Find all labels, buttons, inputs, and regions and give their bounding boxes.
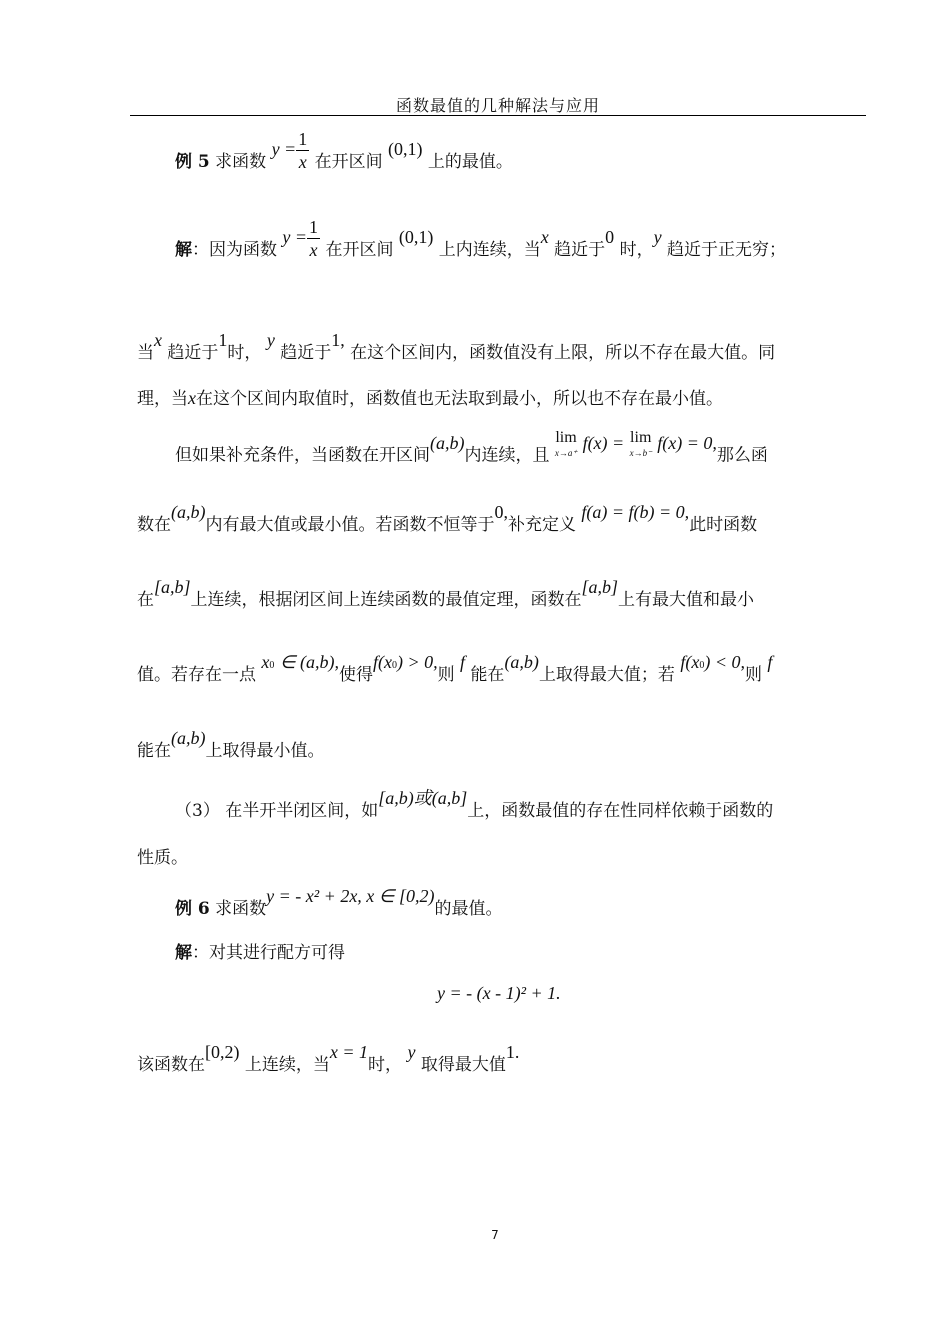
subscript: 0: [699, 660, 705, 671]
text: 上内连续，当: [438, 240, 541, 260]
f-x0: f(x: [372, 652, 392, 672]
paragraph-line: [137, 846, 188, 870]
subscript: 0: [391, 660, 397, 671]
value-zero: 0,: [494, 502, 508, 522]
variable-y: y: [266, 330, 275, 350]
variable-x: x: [540, 227, 549, 247]
f-x0-negative: [680, 653, 745, 673]
interval: (0,1): [398, 227, 434, 247]
text: 上，函数最值的存在性同样依赖于函数的: [467, 801, 774, 821]
header-rule: [130, 115, 866, 116]
x0-in-ab: [261, 653, 339, 673]
completed-square-formula: y = - (x - 1)² + 1.: [437, 983, 561, 1003]
paragraph-line: [137, 728, 325, 763]
lim-text: lim: [555, 429, 577, 446]
paragraph-line: [137, 502, 758, 537]
value-one: 1: [218, 330, 228, 350]
text: 则: [437, 665, 455, 685]
display-equation: [437, 981, 561, 1006]
solution-6-line: [175, 941, 345, 965]
paragraph-line: [137, 1042, 520, 1077]
paragraph-line: [137, 577, 755, 612]
text: 上的最值。: [427, 152, 513, 172]
text: 趋近于: [167, 343, 219, 363]
text: （3） 在半开半闭区间，如: [175, 801, 379, 821]
paragraph-line: [137, 652, 773, 690]
formula-lhs: y =: [282, 227, 308, 247]
text: 内有最大值或最小值。若函数不恒等于: [205, 515, 495, 535]
solution-label: 解: [175, 943, 192, 963]
interval: [0,2): [205, 1042, 240, 1062]
text: 时，: [227, 343, 262, 363]
text: 趋近于: [280, 343, 332, 363]
text: ：对其进行配方可得: [192, 943, 345, 963]
variable-y: y: [653, 227, 662, 247]
limit-b-minus: [630, 429, 652, 459]
paragraph-line: [137, 386, 723, 411]
text: 在: [137, 590, 154, 610]
text: 上连续，根据闭区间上连续函数的最值定理，函数在: [190, 590, 582, 610]
variable-x: x: [188, 388, 196, 408]
f-x0: f(x: [680, 652, 700, 672]
page-number: 7: [491, 1228, 499, 1242]
text: 使得: [338, 665, 373, 685]
function-formula: y = - x² + 2x, x ∈ [0,2): [266, 886, 435, 906]
lim-text: lim: [630, 429, 652, 446]
lim-subscript: x→a⁺: [554, 448, 578, 458]
text: 当: [137, 343, 154, 363]
example-6-label: 例 6: [175, 899, 210, 919]
open-interval-ab: (a,b): [430, 432, 465, 453]
fraction-denominator: x: [309, 240, 318, 260]
lim-subscript: x→b⁻: [629, 448, 652, 458]
open-interval-ab: (a,b): [171, 728, 206, 748]
text: 该函数在: [137, 1055, 205, 1075]
example-5-line: [175, 129, 513, 185]
variable-x: x: [154, 330, 162, 350]
text: 上取得最大值；若: [538, 665, 675, 685]
text: 数在: [137, 515, 171, 535]
text: 能在: [470, 665, 505, 685]
definition-formula: f(a) = f(b) = 0,: [581, 502, 690, 522]
open-interval-ab: (a,b): [171, 502, 206, 522]
f-symbol: f: [767, 652, 773, 672]
fraction-numerator: 1: [309, 217, 319, 237]
paragraph-line: [175, 788, 774, 823]
x-equals-one: x = 1: [329, 1042, 369, 1062]
formula-lhs: y =: [271, 139, 297, 159]
text: 在开区间: [314, 152, 383, 172]
text: 在这个区间内，函数值没有上限，所以不存在最大值。同: [350, 343, 776, 363]
text: 趋近于正无穷；: [666, 240, 786, 260]
text: 内连续，且: [464, 445, 550, 466]
text: 理，当: [137, 389, 188, 409]
text: 但如果补充条件，当函数在开区间: [175, 445, 430, 466]
text: ：因为函数: [192, 240, 277, 260]
text: 上连续，当: [244, 1055, 330, 1075]
example-6-line: [175, 886, 503, 921]
text: 在这个区间内取值时，函数值也无法取到最小，所以也不存在最小值。: [196, 389, 723, 409]
text: 取得最大值: [420, 1055, 506, 1075]
subscript: 0: [269, 660, 275, 671]
closed-interval-ab: [a,b]: [581, 577, 619, 597]
text: 在开区间: [325, 240, 394, 260]
fraction-denominator: x: [298, 152, 307, 172]
paragraph-line: [137, 330, 776, 365]
text: 能在: [137, 741, 171, 761]
text: 此时函数: [689, 515, 758, 535]
open-interval-ab: (a,b): [504, 652, 539, 672]
example-5-label: 例 5: [175, 152, 210, 172]
max-value: 1.: [505, 1042, 520, 1062]
solution-5-line: [175, 217, 786, 273]
greater-zero: ) > 0,: [396, 652, 438, 672]
f-of-x: f(x) =: [582, 432, 625, 453]
half-open-intervals: [a,b)或(a,b]: [378, 788, 468, 808]
f-x0-positive: [373, 653, 438, 673]
closed-interval-ab: [a,b]: [154, 577, 191, 597]
running-header: 函数最值的几种解法与应用: [395, 96, 600, 115]
text: 求函数: [215, 899, 267, 919]
text: 性质。: [137, 848, 188, 868]
f-symbol: f: [460, 652, 466, 672]
text: 则: [744, 665, 762, 685]
value-one: 1,: [331, 330, 345, 350]
value-zero: 0: [605, 227, 615, 247]
text: 上有最大值和最小: [618, 590, 755, 610]
text: 上取得最小值。: [205, 741, 325, 761]
text: 求函数: [215, 152, 267, 172]
solution-label: 解: [175, 240, 192, 260]
fraction: [307, 216, 320, 261]
text: 的最值。: [434, 899, 503, 919]
fraction: [296, 128, 309, 173]
text: 那么函: [716, 445, 768, 466]
limit-a-plus: [555, 429, 577, 459]
paragraph-line: [175, 429, 768, 471]
text: 时，: [619, 240, 654, 260]
x0-symbol: x: [261, 652, 270, 672]
variable-y: y: [407, 1042, 416, 1062]
less-zero: ) < 0,: [704, 652, 745, 672]
interval: (0,1): [388, 139, 423, 159]
f-of-x-zero: f(x) = 0,: [657, 432, 717, 453]
text: 趋近于: [554, 240, 606, 260]
text: 补充定义: [508, 515, 576, 535]
text: 值。若存在一点: [137, 665, 256, 685]
in-interval: ∈ (a,b),: [279, 652, 339, 672]
text: 时，: [368, 1055, 403, 1075]
fraction-numerator: 1: [298, 129, 308, 149]
